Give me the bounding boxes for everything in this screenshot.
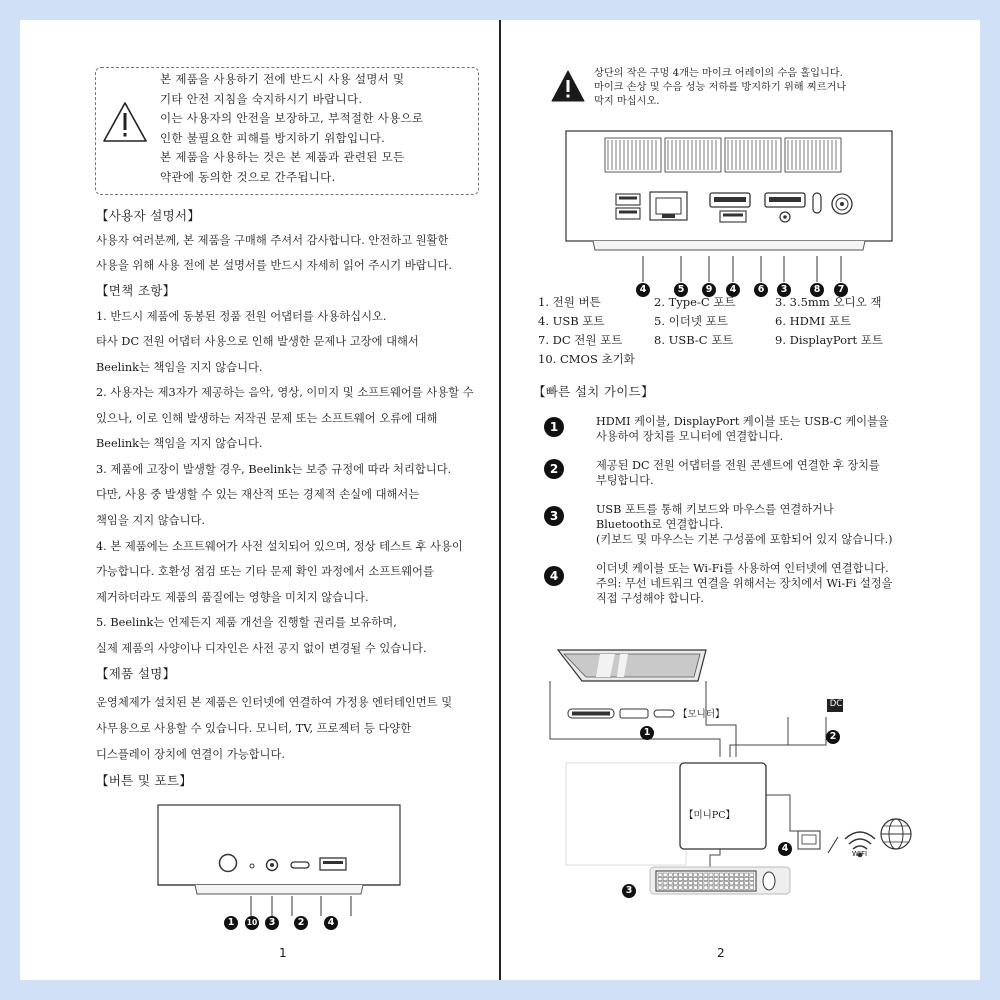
step-line: 직접 구성해야 합니다. [596, 592, 704, 605]
body-line: 제거하더라도 제품의 품질에는 영향을 미치지 않습니다. [96, 591, 369, 604]
callout-badge: 3 [777, 283, 791, 297]
body-line: 운영체제가 설치된 본 제품은 인터넷에 연결하여 가정용 엔터테인먼트 및 [96, 696, 453, 709]
step-line: Bluetooth로 연결합니다. [596, 518, 724, 531]
minipc-label: 【미니PC】 [684, 810, 736, 821]
callout-badge: 4 [726, 283, 740, 297]
legend-item: 2. Type-C 포트 [654, 295, 736, 309]
step-line: 제공된 DC 전원 어댑터를 전원 콘센트에 연결한 후 장치를 [596, 459, 880, 472]
warning-box [95, 67, 479, 195]
callout-badge: 3 [265, 916, 279, 930]
callout-badge: 10 [245, 916, 259, 930]
body-line: 1. 반드시 제품에 동봉된 정품 전원 어댑터를 사용하십시오. [96, 310, 387, 323]
legend-item: 10. CMOS 초기화 [538, 352, 635, 366]
body-line: 타사 DC 전원 어댑터 사용으로 인해 발생한 문제나 고장에 대해서 [96, 335, 419, 348]
body-line: 가능합니다. 호환성 점검 또는 기타 문제 확인 과정에서 소프트웨어를 [96, 565, 434, 578]
legend-item: 8. USB-C 포트 [654, 333, 734, 347]
warning-line: 약관에 동의한 것으로 간주됩니다. [160, 169, 336, 184]
ethernet-icon [798, 831, 820, 849]
body-line: 사용을 위해 사용 전에 본 설명서를 반드시 자세히 읽어 주시기 바랍니다. [96, 259, 452, 272]
keyboard-illustration [656, 871, 756, 891]
callout-badge: 5 [674, 283, 688, 297]
wifi-icon [845, 832, 875, 849]
wifi-label: WIFI [852, 850, 868, 858]
callout-badge: 6 [754, 283, 768, 297]
body-line: 사무용으로 사용할 수 있습니다. 모니터, TV, 프로젝터 등 다양한 [96, 722, 412, 735]
step-line: USB 포트를 통해 키보드와 마우스를 연결하거나 [596, 503, 834, 516]
legend-item: 5. 이더넷 포트 [654, 314, 728, 328]
page-number: 1 [279, 946, 287, 960]
step-line: (키보드 및 마우스는 기본 구성품에 포함되어 있지 않습니다.) [596, 533, 893, 546]
body-line: Beelink는 책임을 지지 않습니다. [96, 361, 263, 374]
callout-badge: 4 [324, 916, 338, 930]
step-badge: 1 [544, 417, 564, 437]
disclaimer-heading: 【면책 조항】 [96, 283, 176, 298]
legend-item: 3. 3.5mm 오디오 잭 [775, 295, 882, 309]
front-panel-illustration [157, 804, 403, 940]
body-line: 2. 사용자는 제3자가 제공하는 음악, 영상, 이미지 및 소프트웨어를 사용할 수 [96, 386, 474, 399]
globe-icon [878, 816, 914, 852]
monitor-illustration [558, 650, 706, 681]
manual-spread [20, 20, 980, 980]
legend-item: 9. DisplayPort 포트 [775, 333, 884, 347]
warning-text [160, 70, 423, 187]
body-line: 사용자 여러분께, 본 제품을 구매해 주셔서 감사합니다. 안전하고 원활한 [96, 234, 449, 247]
diagram-badge: 4 [778, 842, 792, 856]
warning-line: 이는 사용자의 안전을 보장하고, 부적절한 사용으로 [160, 111, 424, 125]
ports-heading: 【버튼 및 포트】 [96, 773, 193, 788]
rear-panel-illustration [565, 130, 895, 262]
body-line: 4. 본 제품에는 소프트웨어가 사전 설치되어 있으며, 정상 테스트 후 사용이 [96, 540, 463, 553]
step-line: HDMI 케이블, DisplayPort 케이블 또는 USB-C 케이블을 [596, 415, 889, 428]
body-line: 있으나, 이로 인해 발생하는 저작권 문제 또는 소프트웨어 오류에 대해 [96, 412, 438, 425]
body-line: 디스플레이 장치에 연결이 가능합니다. [96, 748, 285, 761]
callout-badge: 2 [294, 916, 308, 930]
mic-note-line: 막지 마십시오. [594, 96, 660, 107]
warning-line: 본 제품을 사용하는 것은 본 제품과 관련된 모든 [160, 150, 405, 164]
minipc-illustration [680, 763, 766, 849]
step-line: 부팅합니다. [596, 474, 654, 487]
warning-line: 본 제품을 사용하기 전에 반드시 사용 설명서 및 [160, 72, 405, 86]
callout-badge: 9 [702, 283, 716, 297]
diagram-badge: 1 [640, 726, 654, 740]
diagram-badge: 2 [826, 730, 840, 744]
connection-diagram [540, 645, 900, 895]
step-badge: 3 [544, 506, 564, 526]
dc-label: DC [829, 699, 843, 709]
warning-line: 기타 안전 지침을 숙지하시기 바랍니다. [160, 91, 363, 106]
body-line: 책임을 지지 않습니다. [96, 514, 205, 527]
manual-heading: 【사용자 설명서】 [96, 208, 201, 223]
warning-line: 인한 불필요한 피해를 방지하기 위함입니다. [160, 130, 386, 145]
product-heading: 【제품 설명】 [96, 666, 176, 681]
page-divider [499, 20, 501, 980]
callout-badge: 4 [636, 283, 650, 297]
callout-badge: 1 [224, 916, 238, 930]
quick-guide-heading: 【빠른 설치 가이드】 [533, 384, 654, 399]
monitor-label: 【모니터】 [678, 709, 725, 720]
mouse-illustration [763, 872, 775, 890]
body-line: 5. Beelink는 언제든지 제품 개선을 진행할 권리를 보유하며, [96, 616, 397, 629]
step-line: 이더넷 케이블 또는 Wi-Fi를 사용하여 인터넷에 연결합니다. [596, 562, 889, 575]
mic-note-line: 마이크 손상 및 수음 성능 저하를 방지하기 위해 찌르거나 [594, 82, 847, 93]
callout-badge: 7 [834, 283, 848, 297]
warning-triangle-icon [102, 100, 148, 144]
legend-item: 7. DC 전원 포트 [538, 333, 623, 347]
body-line: 다만, 사용 중 발생할 수 있는 재산적 또는 경제적 손실에 대해서는 [96, 488, 420, 501]
step-line: 사용하여 장치를 모니터에 연결합니다. [596, 430, 784, 443]
step-badge: 4 [544, 566, 564, 586]
warning-triangle-icon [551, 70, 585, 102]
legend-item: 1. 전원 버튼 [538, 295, 601, 309]
step-line: 주의: 무선 네트워크 연결을 위해서는 장치에서 Wi-Fi 설정을 [596, 577, 893, 590]
mic-note-line: 상단의 작은 구멍 4개는 마이크 어레이의 수음 홀입니다. [594, 68, 843, 79]
page-number: 2 [717, 946, 725, 960]
body-line: 실제 제품의 사양이나 디자인은 사전 공지 없이 변경될 수 있습니다. [96, 642, 427, 655]
body-line: 3. 제품에 고장이 발생할 경우, Beelink는 보증 규정에 따라 처리합니다. [96, 463, 452, 476]
body-line: Beelink는 책임을 지지 않습니다. [96, 437, 263, 450]
diagram-badge: 3 [622, 884, 636, 898]
legend-item: 4. USB 포트 [538, 314, 605, 328]
legend-item: 6. HDMI 포트 [775, 314, 852, 328]
callout-badge: 8 [810, 283, 824, 297]
step-badge: 2 [544, 459, 564, 479]
